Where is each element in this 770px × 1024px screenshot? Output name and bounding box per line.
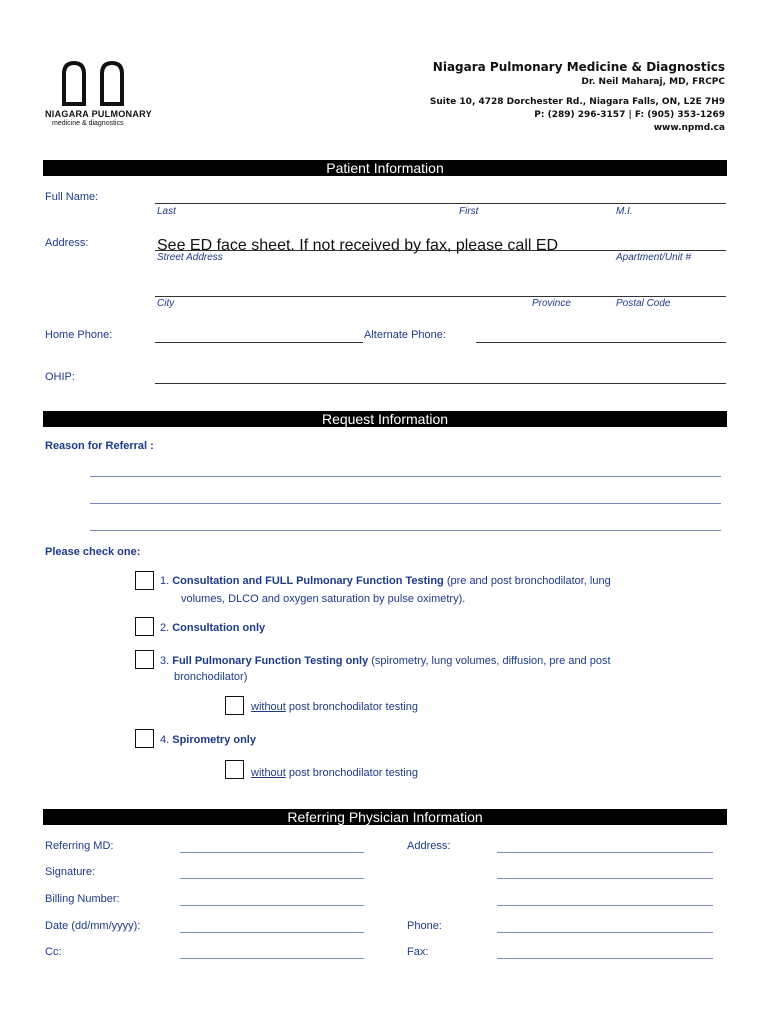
option-3-without-bronchodilator-text: without post bronchodilator testing: [251, 701, 418, 713]
practice-address: Suite 10, 4728 Dorchester Rd., Niagara Falls, ON, L2E 7H9: [429, 97, 725, 107]
option-4-checkbox[interactable]: [135, 729, 154, 748]
practice-logo: [58, 60, 128, 106]
physician-address-field-3[interactable]: [497, 905, 713, 906]
reason-line-1[interactable]: [90, 476, 721, 477]
option-1-text-line2: volumes, DLCO and oxygen saturation by pulse oximetry).: [181, 593, 466, 605]
physician-address-field-1[interactable]: [497, 852, 713, 853]
date-label: Date (dd/mm/yyyy):: [45, 920, 141, 932]
reason-line-3[interactable]: [90, 530, 721, 531]
doctor-name: Dr. Neil Maharaj, MD, FRCPC: [581, 77, 725, 87]
logo-tagline: medicine & diagnostics: [52, 120, 124, 127]
address-handwritten-note: See ED face sheet. If not received by fax, please call ED: [157, 237, 559, 254]
option-1-text: 1. Consultation and FULL Pulmonary Function Testing (pre and post bronchodilator, lung: [160, 575, 611, 587]
referring-md-field[interactable]: [180, 852, 364, 853]
physician-info-heading: Referring Physician Information: [43, 809, 727, 825]
alternate-phone-field[interactable]: [476, 342, 726, 343]
middle-initial-caption: M.I.: [616, 206, 633, 217]
postal-caption: Postal Code: [616, 298, 671, 309]
option-4-without-bronchodilator-checkbox[interactable]: [225, 760, 244, 779]
cc-label: Cc:: [45, 946, 62, 958]
reason-for-referral-label: Reason for Referral :: [45, 440, 154, 452]
date-field[interactable]: [180, 932, 364, 933]
referring-md-label: Referring MD:: [45, 840, 114, 852]
patient-info-heading: Patient Information: [43, 160, 727, 176]
home-phone-field[interactable]: [155, 342, 363, 343]
option-4-text: 4. Spirometry only: [160, 734, 256, 746]
city-province-field[interactable]: [155, 296, 726, 297]
logo-wordmark: NIAGARA PULMONARY: [45, 109, 152, 119]
province-caption: Province: [532, 298, 571, 309]
apartment-caption: Apartment/Unit #: [616, 252, 692, 263]
first-name-caption: First: [459, 206, 479, 217]
full-name-label: Full Name:: [45, 191, 99, 203]
phone-field[interactable]: [497, 932, 713, 933]
request-info-heading: Request Information: [43, 411, 727, 427]
option-2-checkbox[interactable]: [135, 617, 154, 636]
physician-address-field-2[interactable]: [497, 878, 713, 879]
full-name-field[interactable]: [155, 203, 726, 204]
signature-label: Signature:: [45, 866, 96, 878]
practice-name: Niagara Pulmonary Medicine & Diagnostics: [432, 60, 725, 74]
reason-line-2[interactable]: [90, 503, 721, 504]
city-caption: City: [157, 298, 175, 309]
physician-address-label: Address:: [407, 840, 451, 852]
ohip-label: OHIP:: [45, 371, 75, 383]
cc-field[interactable]: [180, 958, 364, 959]
option-1-checkbox[interactable]: [135, 571, 154, 590]
last-name-caption: Last: [157, 206, 176, 217]
practice-website[interactable]: www.npmd.ca: [653, 123, 725, 133]
check-one-label: Please check one:: [45, 546, 141, 558]
phone-label: Phone:: [407, 920, 442, 932]
alternate-phone-label: Alternate Phone:: [364, 329, 446, 341]
option-3-text-line2: bronchodilator): [174, 671, 248, 683]
option-3-without-bronchodilator-checkbox[interactable]: [225, 696, 244, 715]
street-address-field[interactable]: [155, 250, 726, 251]
billing-number-label: Billing Number:: [45, 893, 120, 905]
option-2-text: 2. Consultation only: [160, 622, 266, 634]
billing-number-field[interactable]: [180, 905, 364, 906]
practice-phones: P: (289) 296-3157 | F: (905) 353-1269: [534, 110, 725, 120]
option-3-checkbox[interactable]: [135, 650, 154, 669]
street-caption: Street Address: [157, 252, 223, 263]
ohip-field[interactable]: [155, 383, 726, 384]
signature-field[interactable]: [180, 878, 364, 879]
option-4-without-bronchodilator-text: without post bronchodilator testing: [251, 767, 418, 779]
address-label: Address:: [45, 237, 89, 249]
home-phone-label: Home Phone:: [45, 329, 113, 341]
option-3-text: 3. Full Pulmonary Function Testing only (spirometry, lung volumes, diffusion, pre and post: [160, 655, 611, 667]
fax-field[interactable]: [497, 958, 713, 959]
fax-label: Fax:: [407, 946, 429, 958]
